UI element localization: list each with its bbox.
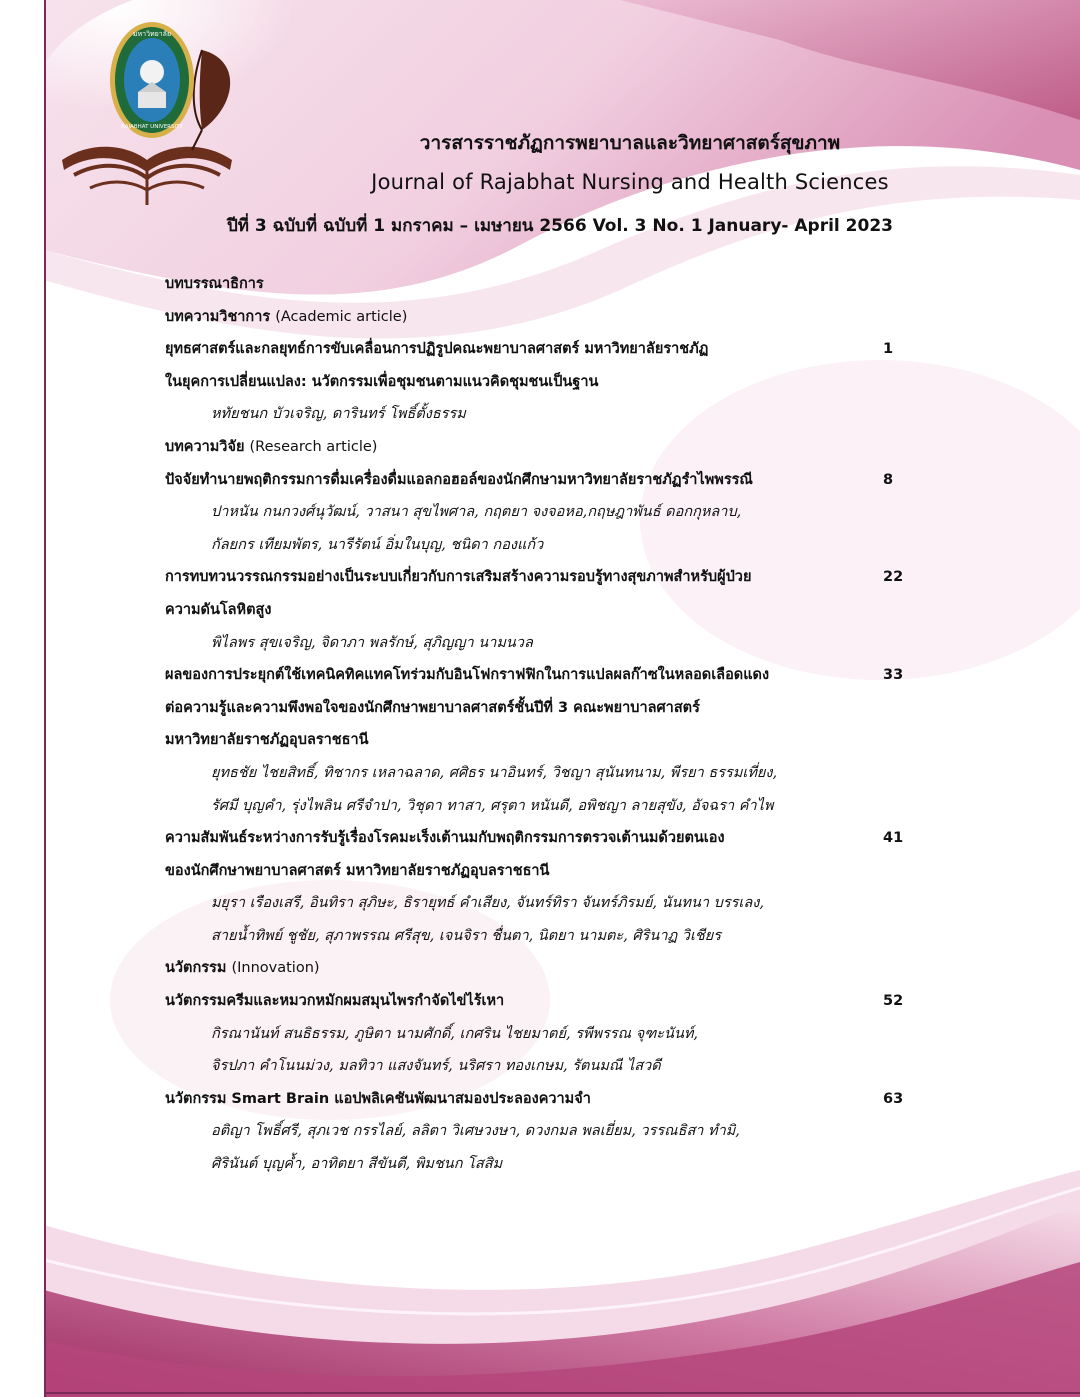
article-authors: ยุทธชัย ไชยสิทธิ์, ทิชากร เหลาฉลาด, ศศิธร นาอินทร์, วิชญา สุนันทนาม, พีรยา ธรรมเที่ยง, bbox=[211, 764, 778, 781]
article-title: การทบทวนวรรณกรรมอย่างเป็นระบบเกี่ยวกับการเสริมสร้างความรอบรู้ทางสุขภาพสำหรับผู้ป่วย bbox=[165, 569, 752, 586]
article-title-line[interactable] bbox=[165, 659, 915, 692]
article-title: นวัตกรรม Smart Brain แอปพลิเคชันพัฒนาสมองประลองความจำ bbox=[165, 1090, 591, 1107]
university-logo bbox=[52, 10, 242, 210]
article-title-line[interactable] bbox=[165, 985, 915, 1018]
section-label-english: (Research article) bbox=[249, 438, 378, 455]
article-title: ยุทธศาสตร์และกลยุทธ์การขับเคลื่อนการปฏิรูปคณะพยาบาลศาสตร์ มหาวิทยาลัยราชภัฏ bbox=[165, 341, 709, 358]
article-authors: อติญา โพธิ์ศรี, สุภเวช กรรไลย์, ลลิตา วิเศษวงษา, ดวงกมล พลเยี่ยม, วรรณธิสา ทำมิ, bbox=[211, 1123, 740, 1140]
article-title: ความสัมพันธ์ระหว่างการรับรู้เรื่องโรคมะเร็งเต้านมกับพฤติกรรมการตรวจเต้านมด้วยตนเอง bbox=[165, 830, 725, 847]
journal-title-english: Journal of Rajabhat Nursing and Health Sciences bbox=[371, 170, 889, 194]
article-title-line[interactable] bbox=[165, 561, 915, 594]
table-of-contents bbox=[165, 268, 915, 1181]
article-title: ปัจจัยทำนายพฤติกรรมการดื่มเครื่องดื่มแอลกอฮอล์ของนักศึกษามหาวิทยาลัยราชภัฏรำไพพรรณี bbox=[165, 471, 753, 488]
svg-text:มหาวิทยาลัย: มหาวิทยาลัย bbox=[132, 30, 172, 38]
section-label-english: (Academic article) bbox=[275, 308, 408, 325]
section-label-thai: บทความวิชาการ bbox=[165, 308, 271, 325]
article-title: ผลของการประยุกต์ใช้เทคนิคทิคแทคโทร่วมกับอินโฟกราฟฟิกในการแปลผลก๊าซในหลอดเลือดแดง bbox=[165, 667, 770, 684]
article-title: นวัตกรรมครีมและหมวกหมักผมสมุนไพรกำจัดไข่ไร้เหา bbox=[165, 993, 505, 1010]
page-number: 63 bbox=[883, 1090, 904, 1107]
article-authors: จิรปภา คำโนนม่วง, มลทิวา แสงจันทร์, นริศรา ทองเกษม, รัตนมณี ไสวดี bbox=[211, 1058, 661, 1075]
toc-section-innovation bbox=[165, 952, 915, 985]
article-title-line[interactable] bbox=[165, 333, 915, 366]
article-authors: สายน้ำทิพย์ ชูชัย, สุภาพรรณ ศรีสุข, เจนจิรา ชื่นตา, นิตยา นามตะ, ศิรินาฏ วิเชียร bbox=[211, 927, 722, 944]
section-label-thai: นวัตกรรม bbox=[165, 960, 227, 977]
article-title-line[interactable] bbox=[165, 464, 915, 497]
article-title-line[interactable] bbox=[165, 1083, 915, 1116]
page-number: 1 bbox=[883, 341, 894, 358]
article-authors: ศิรินันต์ บุญค้ำ, อาทิตยา สีขันตี, พิมชนก โสสิม bbox=[211, 1156, 503, 1173]
toc-section-research bbox=[165, 431, 915, 464]
article-authors: รัศมี บุญคำ, รุ่งไพลิน ศรีจำปา, วิชุดา ทาสา, ศรุตา หนันดี, อพิชญา ลายสุขัง, อัจฉรา คำไพ bbox=[211, 797, 774, 814]
page-number: 8 bbox=[883, 471, 894, 488]
article-title-line[interactable]: ต่อความรู้และความพึงพอใจของนักศึกษาพยาบาลศาสตร์ชั้นปีที่ 3 คณะพยาบาลศาสตร์ bbox=[165, 699, 700, 716]
page-number: 41 bbox=[883, 830, 904, 847]
page-border-bottom bbox=[44, 1392, 1080, 1394]
article-authors: กิรณานันท์ สนธิธรรม, ภูษิตา นามศักดิ์, เกศริน ไชยมาตย์, รพีพรรณ จุฑะนันท์, bbox=[211, 1025, 699, 1042]
article-authors: มยุรา เรืองเสรี, อินทิรา สุภิษะ, ธิรายุทธ์ คำเสียง, จันทร์ทิรา จันทร์ภิรมย์, นันทนา บรรเลง, bbox=[211, 895, 764, 912]
journal-title-thai: วารสารราชภัฏการพยาบาลและวิทยาศาสตร์สุขภาพ bbox=[419, 132, 841, 154]
page-number: 52 bbox=[883, 993, 904, 1010]
article-authors: พิไลพร สุขเจริญ, จิดาภา พลรักษ์, สุภิญญา นามนวล bbox=[211, 634, 533, 651]
article-authors: หทัยชนก บัวเจริญ, ดารินทร์ โพธิ์ตั้งธรรม bbox=[211, 406, 466, 423]
article-title-line[interactable]: ของนักศึกษาพยาบาลศาสตร์ มหาวิทยาลัยราชภัฏอุบลราชธานี bbox=[165, 862, 550, 879]
issue-line: ปีที่ 3 ฉบับที่ ฉบับที่ 1 มกราคม – เมษายน 2566 Vol. 3 No. 1 January- April 2023 bbox=[227, 216, 893, 236]
article-authors: กัลยกร เทียมพัตร, นารีรัตน์ อิ่มในบุญ, ชนิดา กองแก้ว bbox=[211, 536, 544, 553]
article-title-line[interactable]: มหาวิทยาลัยราชภัฏอุบลราชธานี bbox=[165, 732, 369, 749]
toc-section-academic bbox=[165, 301, 915, 334]
section-label-english: (Innovation) bbox=[231, 960, 320, 977]
toc-editorial[interactable]: บทบรรณาธิการ bbox=[165, 276, 264, 292]
article-authors: ปาหนัน กนกวงศ์นุวัฒน์, วาสนา สุขไพศาล, กฤตยา จงจอหอ,กฤษฎาพันธ์ ดอกกุหลาบ, bbox=[211, 504, 742, 521]
svg-text:RAJABHAT UNIVERSITY: RAJABHAT UNIVERSITY bbox=[121, 124, 183, 130]
page-number: 22 bbox=[883, 569, 904, 586]
article-title-line[interactable] bbox=[165, 822, 915, 855]
page-border-left bbox=[44, 0, 46, 1397]
section-label-thai: บทความวิจัย bbox=[165, 438, 245, 455]
article-title-line[interactable]: ความดันโลหิตสูง bbox=[165, 601, 272, 618]
article-title-line[interactable]: ในยุคการเปลี่ยนแปลง: นวัตกรรมเพื่อชุมชนตามแนวคิดชุมชนเป็นฐาน bbox=[165, 373, 599, 390]
page-number: 33 bbox=[883, 667, 904, 684]
